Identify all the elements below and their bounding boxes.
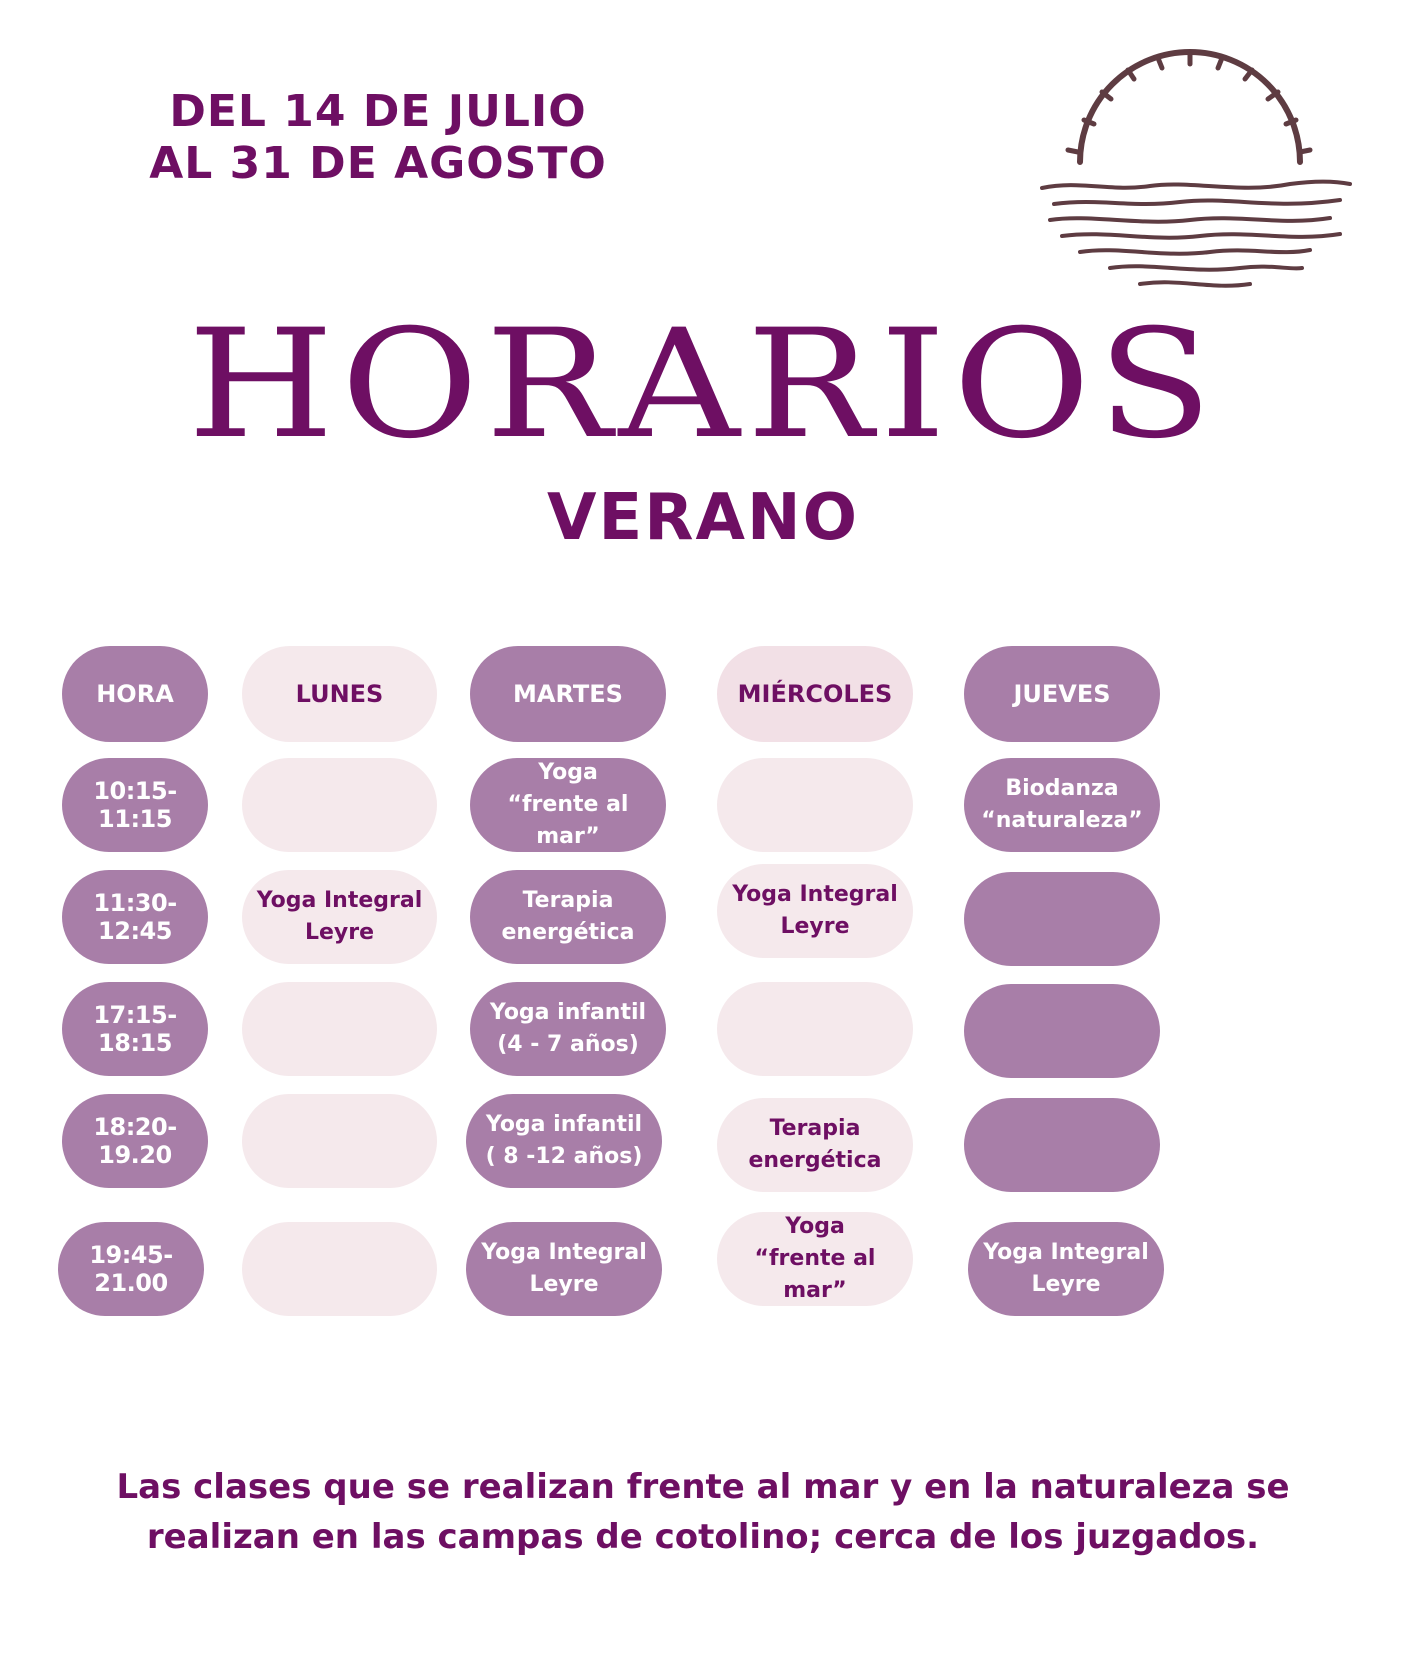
time-slot: 10:15-11:15 [62, 758, 208, 852]
class-cell-lunes [242, 1222, 437, 1316]
class-cell-martes: Yoga infantil (4 - 7 años) [470, 982, 666, 1076]
page-subtitle: VERANO [546, 481, 860, 555]
class-cell-lunes [242, 758, 437, 852]
time-slot: 17:15-18:15 [62, 982, 208, 1076]
location-note [60, 1462, 1346, 1562]
header-miercoles: MIÉRCOLES [717, 646, 913, 742]
date-range-line-1: DEL 14 DE JULIO [169, 86, 587, 137]
header-hora: HORA [62, 646, 208, 742]
class-cell-jueves [964, 984, 1160, 1078]
class-cell-jueves: Biodanza “naturaleza” [964, 758, 1160, 852]
class-cell-jueves [964, 872, 1160, 966]
location-note-line-2: realizan en las campas de cotolino; cerca de los juzgados. [146, 1517, 1260, 1557]
header-lunes: LUNES [242, 646, 437, 742]
class-cell-miercoles: Yoga Integral Leyre [717, 864, 913, 958]
time-slot: 11:30-12:45 [62, 870, 208, 964]
class-cell-lunes [242, 982, 437, 1076]
header-martes: MARTES [470, 646, 666, 742]
date-range [118, 86, 638, 190]
class-cell-martes: Yoga “frente al mar” [470, 758, 666, 852]
location-note-line-1: Las clases que se realizan frente al mar y en la naturaleza se [116, 1467, 1290, 1507]
header-jueves: JUEVES [964, 646, 1160, 742]
class-cell-miercoles: Yoga “frente al mar” [717, 1212, 913, 1306]
class-cell-lunes [242, 1094, 437, 1188]
date-range-line-2: AL 31 DE AGOSTO [149, 138, 607, 189]
class-cell-miercoles [717, 758, 913, 852]
sunset-over-sea-icon [1040, 42, 1370, 312]
time-slot: 18:20-19.20 [62, 1094, 208, 1188]
class-cell-lunes: Yoga Integral Leyre [242, 870, 437, 964]
class-cell-jueves: Yoga Integral Leyre [968, 1222, 1164, 1316]
time-slot: 19:45-21.00 [58, 1222, 204, 1316]
class-cell-jueves [964, 1098, 1160, 1192]
page-title: HORARIOS [187, 298, 1220, 472]
class-cell-martes: Yoga Integral Leyre [466, 1222, 662, 1316]
class-cell-miercoles: Terapia energética [717, 1098, 913, 1192]
class-cell-martes: Yoga infantil ( 8 -12 años) [466, 1094, 662, 1188]
class-cell-martes: Terapia energética [470, 870, 666, 964]
class-cell-miercoles [717, 982, 913, 1076]
